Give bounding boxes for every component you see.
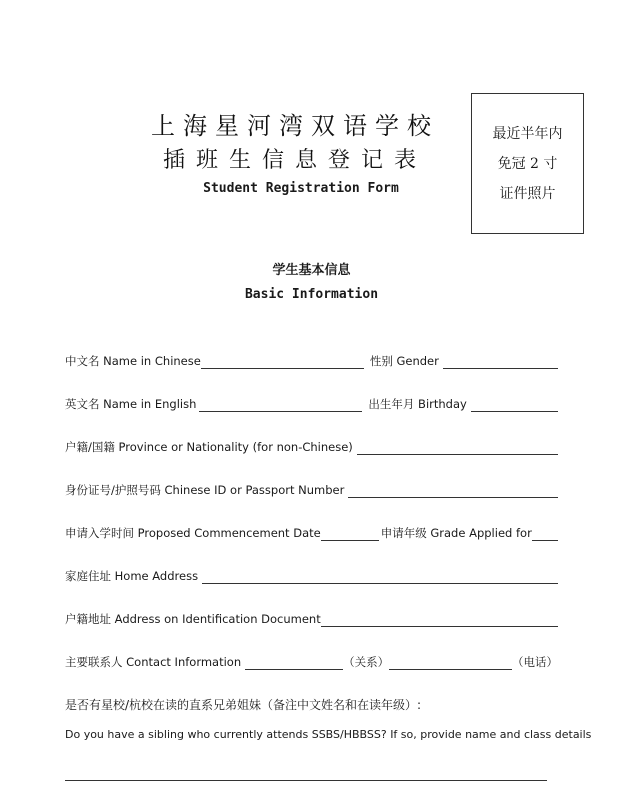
school-name-title: 上海星河湾双语学校 — [151, 112, 439, 140]
contact-name-input-line[interactable] — [245, 656, 343, 670]
section-title-cn: 学生基本信息 — [272, 263, 351, 278]
sibling-question-en: Do you have a sibling who currently attends SSBS/HBBSS? If so, provide name and class details — [65, 728, 592, 741]
name-en-input-line[interactable] — [199, 398, 362, 412]
row-home-address — [65, 566, 558, 584]
home-address-label: 家庭住址 Home Address — [65, 569, 199, 583]
home-address-input-line[interactable] — [202, 570, 558, 584]
province-input-line[interactable] — [357, 441, 558, 455]
sibling-question-cn: 是否有星校/杭校在读的直系兄弟姐妹（备注中文姓名和在读年级）: — [65, 698, 422, 712]
id-address-label: 户籍地址 Address on Identification Document — [65, 612, 321, 626]
form-title-en: Student Registration Form — [203, 181, 399, 196]
relation-label: （关系） — [343, 655, 390, 669]
row-province — [65, 437, 558, 455]
name-cn-input-line[interactable] — [201, 355, 364, 369]
row-id-address — [65, 609, 558, 627]
row-name-gender — [65, 351, 558, 369]
province-label: 户籍/国籍 Province or Nationality (for non-Chinese) — [65, 440, 353, 454]
commencement-input-line[interactable] — [321, 527, 379, 541]
row-name-en-birthday — [65, 394, 558, 412]
name-cn-label: 中文名 Name in Chinese — [65, 354, 201, 368]
contact-phone-input-line[interactable] — [389, 656, 512, 670]
phone-label: （电话） — [512, 655, 558, 669]
section-title-en: Basic Information — [244, 287, 379, 302]
row-commencement-grade — [65, 523, 558, 541]
grade-label: 申请年级 Grade Applied for — [380, 526, 532, 540]
photo-instruction-line2: 免冠 2 寸 — [497, 155, 558, 172]
photo-placeholder-box[interactable] — [471, 93, 584, 234]
row-contact — [65, 652, 558, 670]
contact-label: 主要联系人 Contact Information — [65, 655, 242, 669]
id-number-label: 身份证号/护照号码 Chinese ID or Passport Number — [65, 483, 345, 497]
photo-instruction-line1: 最近半年内 — [492, 125, 563, 142]
row-id-number — [65, 480, 558, 498]
name-en-label: 英文名 Name in English — [65, 397, 197, 411]
photo-instruction-line3: 证件照片 — [499, 185, 556, 202]
birthday-input-line[interactable] — [471, 398, 558, 412]
sibling-answer-line[interactable] — [65, 780, 547, 781]
id-number-input-line[interactable] — [348, 484, 558, 498]
birthday-label: 出生年月 Birthday — [368, 397, 467, 411]
gender-label: 性别 Gender — [369, 354, 439, 368]
form-title-cn: 插班生信息登记表 — [162, 148, 427, 173]
id-address-input-line[interactable] — [321, 613, 558, 627]
gender-input-line[interactable] — [443, 355, 558, 369]
commencement-label: 申请入学时间 Proposed Commencement Date — [65, 526, 321, 540]
grade-input-line[interactable] — [532, 527, 558, 541]
